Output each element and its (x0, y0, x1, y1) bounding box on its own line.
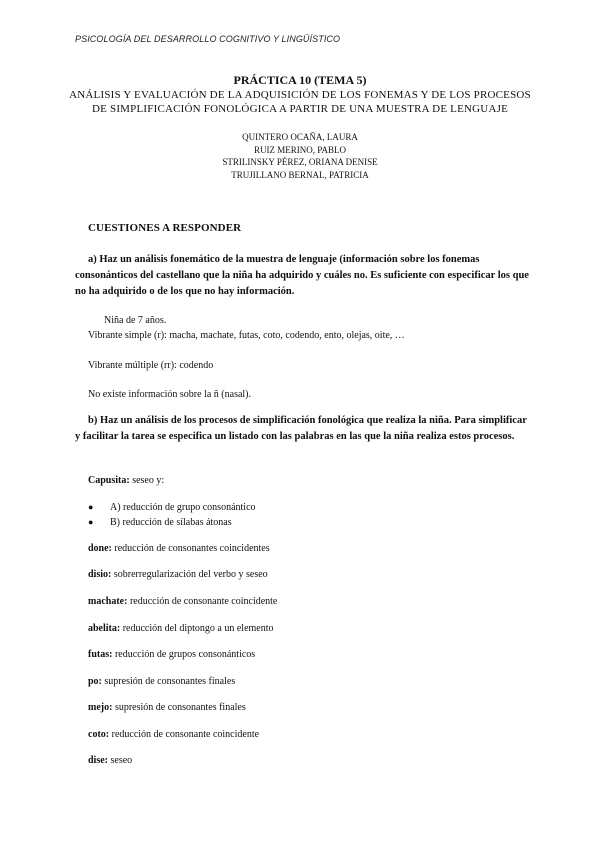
process-item (88, 568, 268, 581)
process-desc: seseo y: (132, 475, 165, 486)
document-title: PRÁCTICA 10 (TEMA 5) (233, 73, 367, 87)
answer-vibrante-simple: Vibrante simple (r): macha, machate, futas, coto, codendo, ento, olejas, oite, … (88, 330, 405, 341)
process-desc: seseo (110, 755, 133, 766)
list-item (88, 515, 256, 530)
author-name: TRUJILLANO BERNAL, PATRICIA (231, 169, 369, 180)
answer-no-info: No existe información sobre la ñ (nasal). (88, 389, 252, 400)
process-word: disio: (88, 569, 112, 580)
answer-age: Niña de 7 años. (104, 315, 167, 326)
section-title: CUESTIONES A RESPONDER (88, 222, 242, 234)
process-item (88, 648, 255, 661)
process-desc: reducción de consonante coincidente (111, 729, 260, 740)
bullet-list (88, 500, 256, 530)
list-item-text: A) reducción de grupo consonántico (110, 502, 256, 513)
process-desc: reducción de grupos consonánticos (114, 649, 256, 660)
process-item (88, 622, 274, 635)
process-word: abelita: (88, 623, 121, 634)
author-name: RUIZ MERINO, PABLO (254, 144, 346, 155)
subtitle-line: ANÁLISIS Y EVALUACIÓN DE LA ADQUISICIÓN DE LOS FONEMAS Y DE LOS PROCESOS (69, 89, 531, 101)
process-desc: sobrerregularización del verbo y seseo (113, 569, 268, 580)
process-item (88, 754, 132, 767)
subtitle-line: DE SIMPLIFICACIÓN FONOLÓGICA A PARTIR DE UNA MUESTRA DE LENGUAJE (91, 103, 508, 115)
process-item (88, 675, 235, 688)
process-item (88, 701, 246, 714)
process-item (88, 728, 259, 741)
question-b: b) Haz un análisis de los procesos de simplificación fonológica que realiza la niña. Para simplificar y facilitar la tarea se especifica un listado con las palabras en las que la niña realiza estos procesos. (75, 415, 527, 442)
process-word: machate: (88, 596, 128, 607)
title-block (60, 72, 540, 116)
process-word: dise: (88, 755, 108, 766)
process-word: po: (88, 676, 102, 687)
list-item (88, 500, 256, 515)
process-item (88, 542, 270, 555)
author-list (180, 131, 420, 181)
process-word: coto: (88, 729, 110, 740)
bullet-icon: ● (88, 502, 94, 512)
answer-vibrante-multiple: Vibrante múltiple (rr): codendo (88, 360, 214, 371)
process-desc: supresión de consonantes finales (104, 676, 236, 687)
bullet-icon: ● (88, 517, 94, 527)
process-item (88, 595, 277, 608)
list-item-text: B) reducción de sílabas átonas (110, 517, 232, 528)
process-desc: supresión de consonantes finales (114, 702, 246, 713)
process-desc: reducción del diptongo a un elemento (122, 623, 274, 634)
question-a: a) Haz un análisis fonemático de la muestra de lenguaje (información sobre los fonemas consonánticos del castellano que la niña ha adquirido y cuáles no. Es suficiente con especificar los que no ha adquirido o de los que no hay información. (75, 254, 529, 297)
process-word: mejo: (88, 702, 113, 713)
process-word: futas: (88, 649, 113, 660)
process-word: done: (88, 543, 112, 554)
process-capusita (88, 474, 164, 487)
process-word: Capusita: (88, 475, 130, 486)
author-name: STRILINSKY PÉREZ, ORIANA DENISE (222, 157, 378, 167)
process-desc: reducción de consonante coincidente (129, 596, 278, 607)
process-desc: reducción de consonantes coincidentes (114, 543, 270, 554)
author-name: QUINTERO OCAÑA, LAURA (242, 132, 358, 142)
running-header: PSICOLOGÍA DEL DESARROLLO COGNITIVO Y LINGÜÍSTICO (75, 34, 341, 44)
